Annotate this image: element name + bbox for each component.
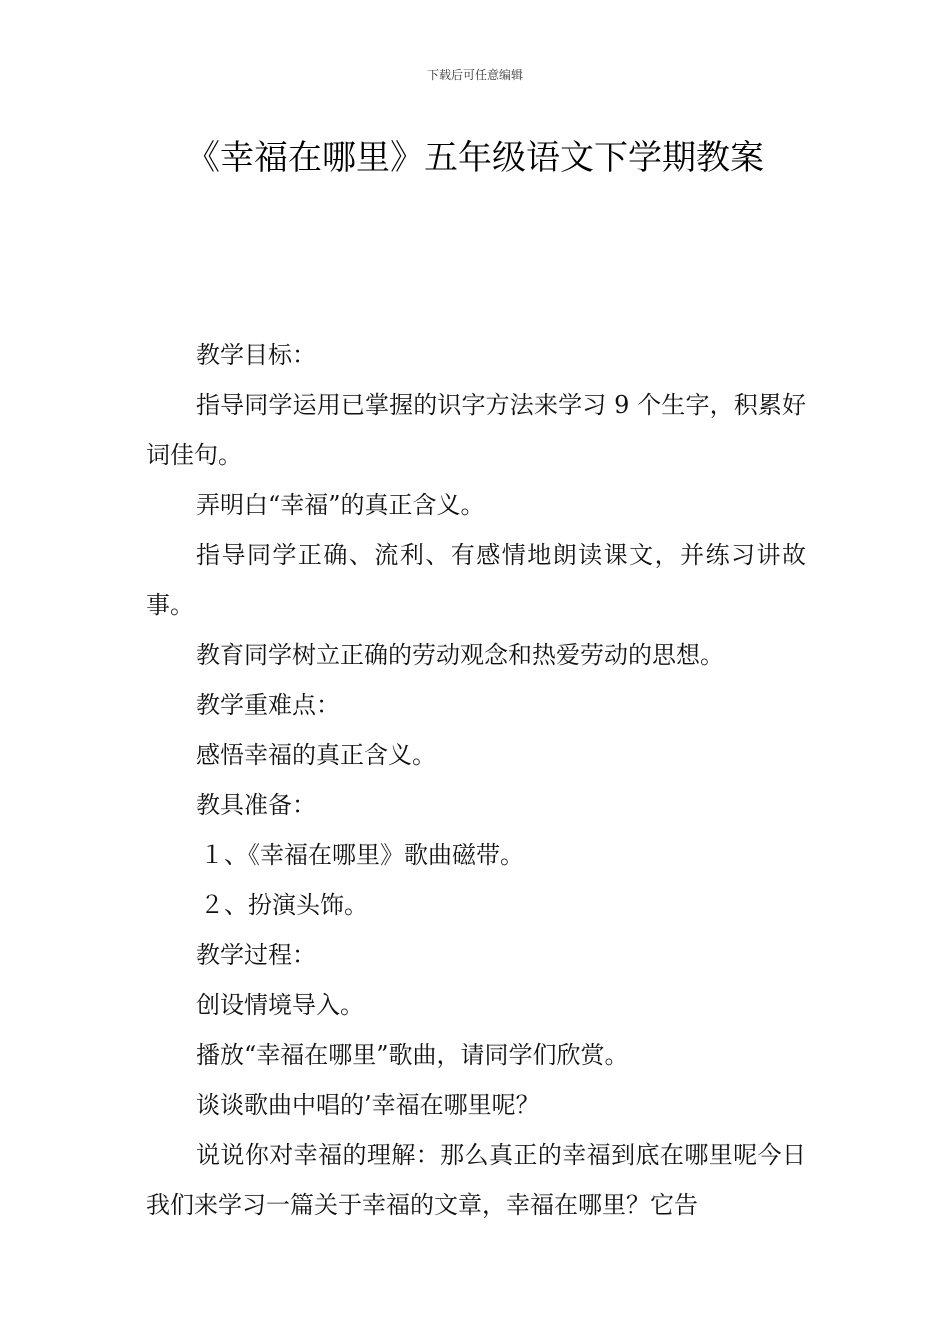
paragraph-materials-heading: 教具准备： xyxy=(196,791,316,819)
paragraph-key-points-heading: 教学重难点： xyxy=(196,691,340,719)
paragraph-process-4: 说说你对幸福的理解：那么真正的幸福到底在哪里呢今日我们来学习一篇关于幸福的文章，幸福在哪里？它告 xyxy=(146,1141,806,1219)
paragraph-goal-4: 教育同学树立正确的劳动观念和热爱劳动的思想。 xyxy=(196,641,724,669)
paragraph-process-3: 谈谈歌曲中唱的’幸福在哪里呢？ xyxy=(196,1091,540,1119)
paragraph-goal-3: 指导同学正确、流利、有感情地朗读课文，并练习讲故事。 xyxy=(146,541,806,619)
document-title: 《幸福在哪里》五年级语文下学期教案 xyxy=(186,138,764,178)
paragraph-teaching-goals-heading: 教学目标： xyxy=(196,341,316,369)
paragraph-process-2: 播放“幸福在哪里”歌曲，请同学们欣赏。 xyxy=(196,1041,629,1069)
document-body xyxy=(146,330,806,1230)
paragraph-key-point: 感悟幸福的真正含义。 xyxy=(196,741,436,769)
paragraph-process-1: 创设情境导入。 xyxy=(196,991,364,1019)
paragraph-goal-1: 指导同学运用已掌握的识字方法来学习 9 个生字，积累好词佳句。 xyxy=(146,391,806,469)
paragraph-process-heading: 教学过程： xyxy=(196,941,316,969)
header-note: 下载后可任意编辑 xyxy=(426,68,523,82)
paragraph-goal-2: 弄明白“幸福”的真正含义。 xyxy=(196,491,485,519)
paragraph-material-1: １、《幸福在哪里》歌曲磁带。 xyxy=(200,841,524,869)
paragraph-material-2: ２、扮演头饰。 xyxy=(200,891,368,919)
